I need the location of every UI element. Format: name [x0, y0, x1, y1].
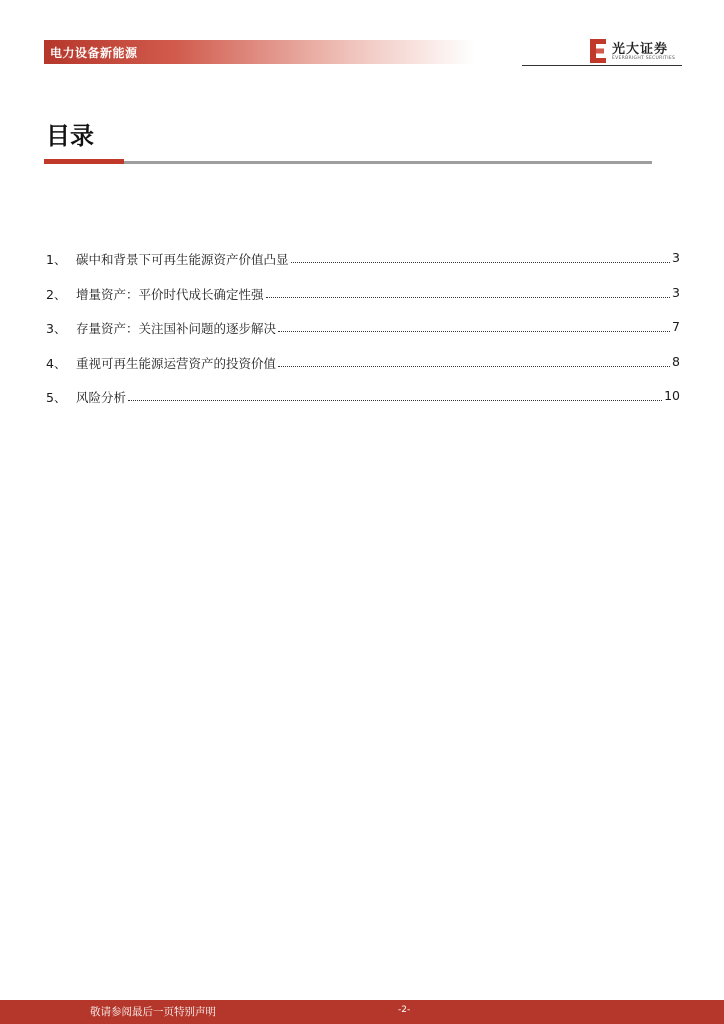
footer-bar — [0, 1000, 724, 1024]
toc-entry[interactable] — [46, 250, 680, 285]
header-divider — [522, 65, 682, 66]
toc-entry-number: 2、 — [46, 286, 67, 302]
header-section-band — [44, 40, 474, 64]
toc-entry-title: 存量资产：关注国补问题的逐步解决 — [76, 321, 277, 336]
toc-entry-title: 风险分析 — [76, 390, 127, 405]
page-title: 目录 — [46, 122, 94, 150]
toc-entry[interactable] — [46, 354, 680, 389]
toc-leader-dots — [291, 250, 671, 263]
toc-leader-dots — [278, 354, 670, 367]
toc-entry[interactable] — [46, 319, 680, 354]
toc-entry[interactable] — [46, 388, 680, 423]
toc-entry-title: 增量资产：平价时代成长确定性强 — [76, 286, 264, 302]
header-section-label: 电力设备新能源 — [50, 46, 138, 60]
toc-entry-number: 1、 — [46, 252, 67, 267]
toc-entry-number: 3、 — [46, 321, 67, 336]
toc-entry-title: 重视可再生能源运营资产的投资价值 — [76, 355, 277, 371]
title-divider — [44, 161, 652, 164]
toc-entry-page: 3 — [672, 284, 680, 300]
toc-entry-page: 8 — [672, 353, 680, 369]
toc-entry-title: 碳中和背景下可再生能源资产价值凸显 — [76, 252, 289, 267]
footer-page-number: -2- — [398, 1005, 411, 1015]
toc-entry-number: 5、 — [46, 390, 67, 405]
title-divider-accent — [44, 159, 124, 164]
toc-entry[interactable] — [46, 285, 680, 320]
logo-subtitle: EVERBRIGHT SECURITIES — [612, 56, 676, 61]
toc-leader-dots — [266, 285, 671, 298]
logo-name: 光大证券 — [612, 42, 669, 57]
footer-notice: 敬请参阅最后一页特别声明 — [90, 1006, 216, 1018]
toc-entry-page: 3 — [672, 250, 680, 265]
toc-entry-number: 4、 — [46, 355, 67, 371]
toc-entry-page: 10 — [664, 388, 680, 403]
toc-entry-page: 7 — [672, 319, 680, 334]
toc-leader-dots — [278, 319, 670, 332]
table-of-contents — [46, 250, 680, 423]
toc-leader-dots — [128, 388, 662, 401]
everbright-logo — [588, 38, 684, 66]
logo-mark-icon — [588, 38, 608, 64]
